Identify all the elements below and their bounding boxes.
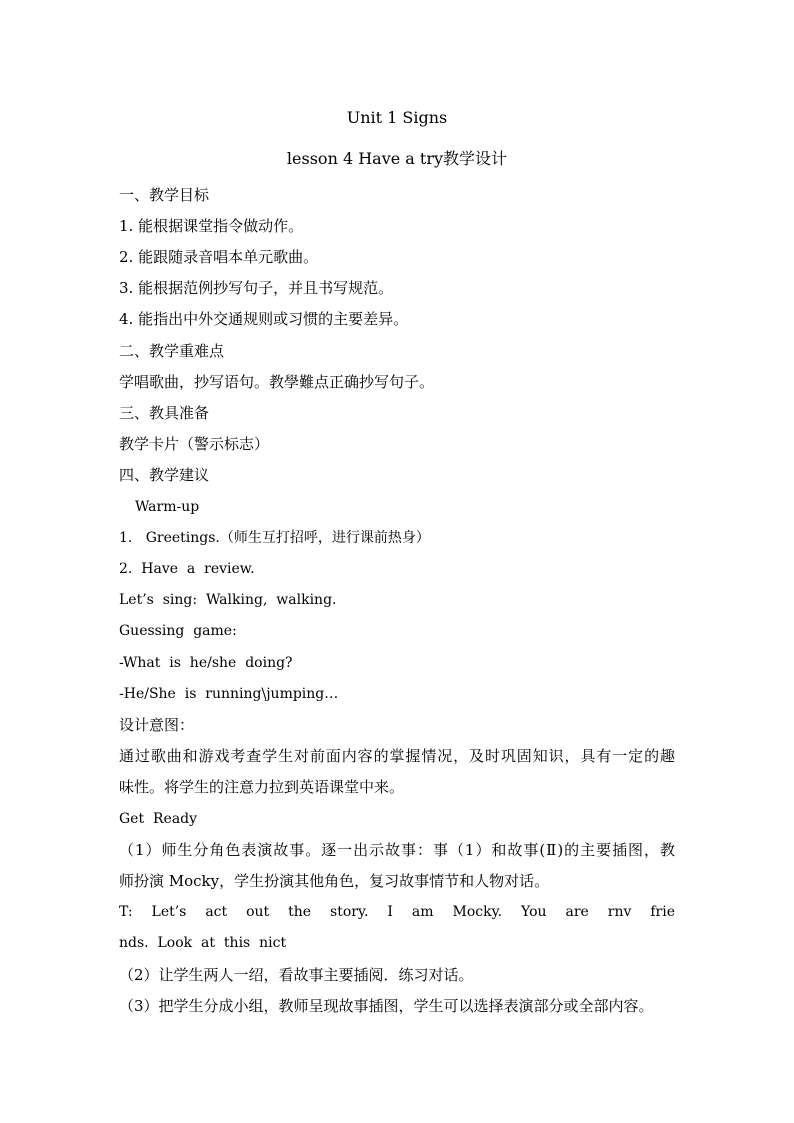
design-intent-line-2: 味性。将学生的注意力拉到英语课堂中来。 — [119, 778, 405, 796]
goal-item-4: 4. 能指出中外交通规则或习惯的主要差异。 — [119, 310, 409, 328]
get-ready-step-3: （3）把学生分成小组，教师呈现故事插图，学生可以选择表演部分或全部内容。 — [119, 997, 654, 1015]
document-subtitle: lesson 4 Have a try教学设计 — [286, 149, 508, 168]
step-greetings: 1. Greetings.（师生互打招呼，进行课前热身） — [119, 530, 430, 546]
warmup-label: Warm-up — [135, 499, 200, 515]
goal-item-2: 2. 能跟随录音唱本单元歌曲。 — [119, 248, 319, 266]
section-heading-tools: 三、教具准备 — [119, 404, 210, 422]
answer-line: -He/She is running\jumping… — [119, 686, 339, 702]
section-heading-goals: 一、教学目标 — [119, 186, 210, 204]
goal-item-1: 1. 能根据课堂指令做动作。 — [119, 217, 304, 235]
get-ready-step-1-line-2: 师扮演 Mocky，学生扮演其他角色，复习故事情节和人物对话。 — [119, 872, 550, 890]
key-text: 学唱歌曲，抄写语句。教學難点正确抄写句子。 — [119, 373, 435, 391]
section-heading-key: 二、教学重难点 — [119, 342, 225, 360]
document-title: Unit 1 Signs — [346, 108, 448, 127]
get-ready-step-2: （2）让学生两人一绍，看故事主要插阅．练习对话。 — [119, 966, 474, 984]
teacher-line-2: nds. Look at this nict — [119, 935, 287, 951]
question-line: -What is he/she doing? — [119, 655, 293, 671]
get-ready-label: Get Ready — [119, 811, 198, 827]
goal-item-3: 3. 能根据范例抄写句子，并且书写规范。 — [119, 279, 394, 297]
design-intent-heading: 设计意图： — [119, 716, 195, 734]
get-ready-step-1-line-1: （1）师生分角色表演故事。逐一出示故事：事（1）和故事(Ⅱ)的主要插图，教 — [119, 841, 675, 859]
step-review: 2. Have a review. — [119, 561, 255, 577]
tools-text: 教学卡片（警示标志） — [119, 435, 270, 453]
sing-line: Let’s sing: Walking, walking. — [119, 592, 337, 608]
design-intent-line-1: 通过歌曲和游戏考查学生对前面内容的掌握情况，及时巩固知识，具有一定的趣 — [119, 747, 675, 765]
teacher-line-1: T: Let’s act out the story. I am Mocky. You are rnv frie — [119, 904, 675, 920]
section-heading-suggestions: 四、教学建议 — [119, 466, 210, 484]
game-line: Guessing game: — [119, 623, 237, 639]
